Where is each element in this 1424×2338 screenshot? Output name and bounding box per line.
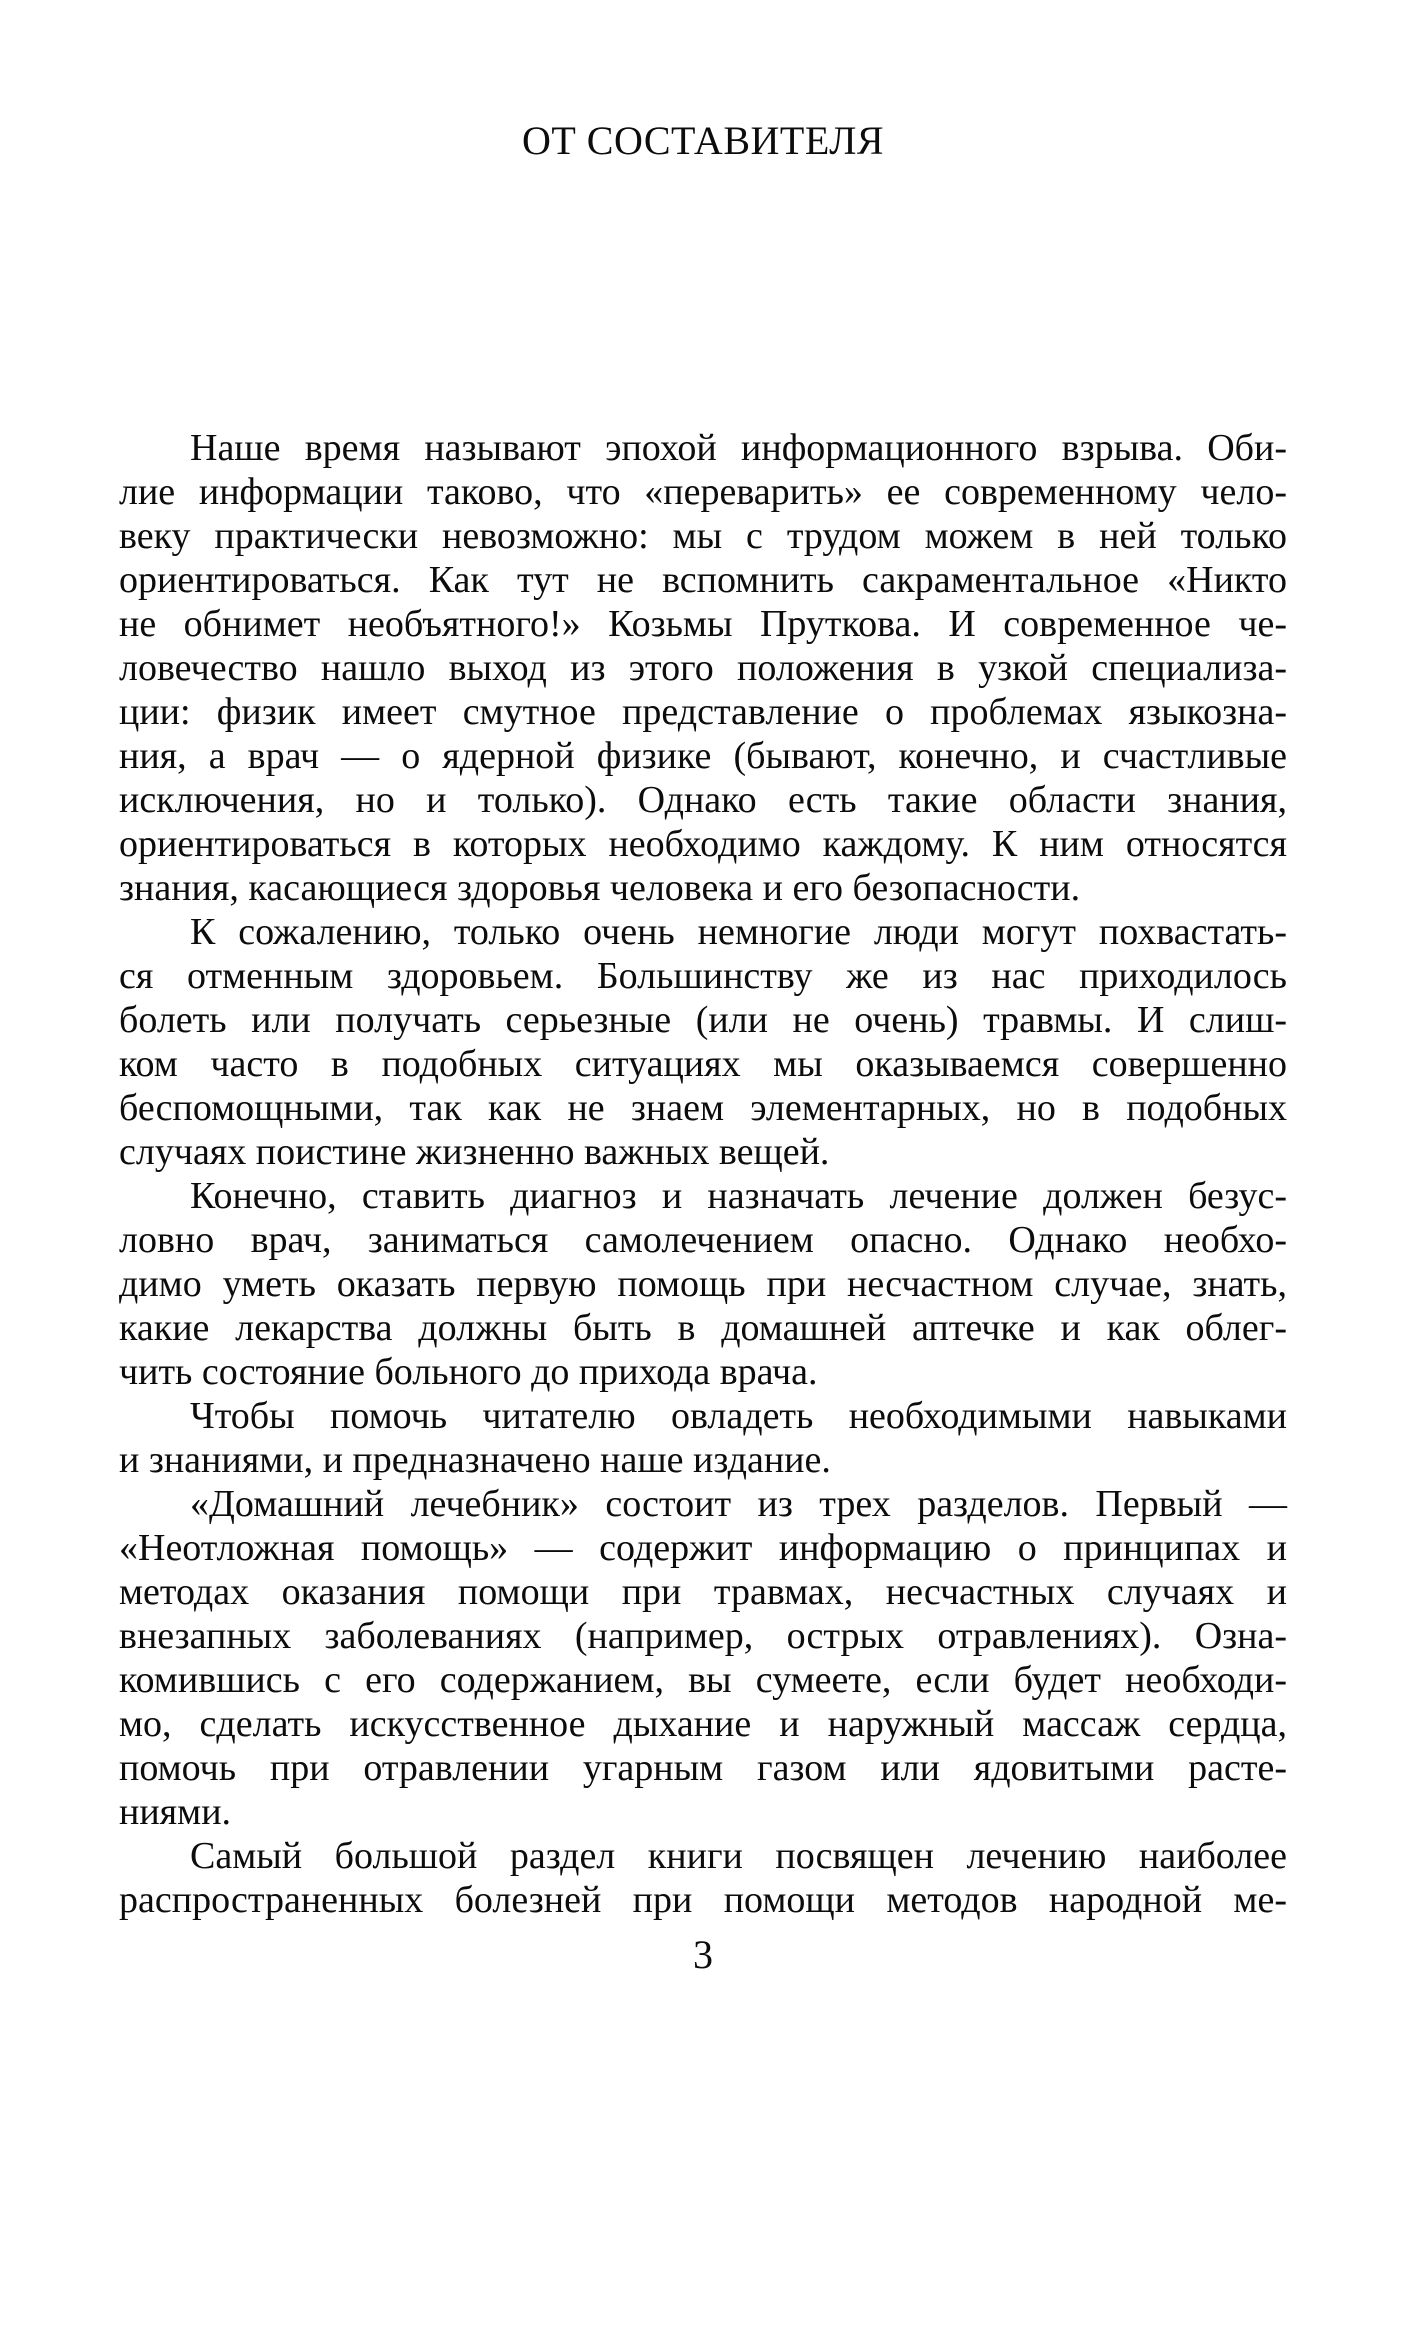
text-line: ловечество нашло выход из этого положения в узкой специализа- [119, 647, 1287, 689]
page-title: ОТ СОСТАВИТЕЛЯ [521, 118, 885, 163]
text-line: ловно врач, заниматься самолечением опасно. Однако необхо- [119, 1219, 1287, 1261]
text-line: методах оказания помощи при травмах, несчастных случаях и [119, 1571, 1287, 1613]
text-line: болеть или получать серьезные (или не очень) травмы. И слиш- [119, 999, 1287, 1041]
text-line: комившись с его содержанием, вы сумеете, если будет необходи- [119, 1659, 1287, 1701]
text-line: К сожалению, только очень немногие люди могут похвастать- [190, 911, 1287, 953]
text-line: «Домашний лечебник» состоит из трех разделов. Первый — [190, 1483, 1287, 1525]
page-number: 3 [693, 1932, 713, 1977]
text-line: Конечно, ставить диагноз и назначать лечение должен безус- [190, 1175, 1287, 1217]
text-line: Самый большой раздел книги посвящен лечению наиболее [190, 1835, 1287, 1877]
text-line: внезапных заболеваниях (например, острых отравлениях). Озна- [119, 1615, 1287, 1657]
text-line: ния, а врач — о ядерной физике (бывают, конечно, и счастливые [119, 735, 1287, 777]
text-line: мо, сделать искусственное дыхание и наружный массаж сердца, [119, 1703, 1287, 1745]
paragraph-5 [119, 1482, 1287, 1834]
text-line: «Неотложная помощь» — содержит информацию о принципах и [119, 1527, 1287, 1569]
text-line: какие лекарства должны быть в домашней аптечке и как облег- [119, 1307, 1287, 1349]
text-line: Наше время называют эпохой информационного взрыва. Оби- [190, 427, 1287, 469]
text-line: веку практически невозможно: мы с трудом можем в ней только [119, 515, 1287, 557]
paragraph-2 [119, 910, 1287, 1174]
text-line: случаях поистине жизненно важных вещей. [119, 1131, 830, 1173]
text-line: знания, касающиеся здоровья человека и его безопасности. [119, 867, 1081, 909]
text-line: не обнимет необъятного!» Козьмы Пруткова. И современное че- [119, 603, 1287, 645]
text-line: ком часто в подобных ситуациях мы оказываемся совершенно [119, 1043, 1287, 1085]
text-body [119, 426, 1287, 1922]
text-line: ниями. [119, 1791, 232, 1833]
text-line: димо уметь оказать первую помощь при несчастном случае, знать, [119, 1263, 1287, 1305]
paragraph-6 [119, 1834, 1287, 1922]
paragraph-1 [119, 426, 1287, 910]
text-line: чить состояние больного до прихода врача. [119, 1351, 818, 1393]
text-line: и знаниями, и предназначено наше издание. [119, 1439, 831, 1481]
text-line: ции: физик имеет смутное представление о проблемах языкозна- [119, 691, 1287, 733]
text-line: распространенных болезней при помощи методов народной ме- [119, 1879, 1287, 1921]
text-line: помочь при отравлении угарным газом или ядовитыми расте- [119, 1747, 1287, 1789]
text-line: ориентироваться. Как тут не вспомнить сакраментальное «Никто [119, 559, 1287, 601]
paragraph-4 [119, 1394, 1287, 1482]
text-line: ся отменным здоровьем. Большинству же из нас приходилось [119, 955, 1287, 997]
paragraph-3 [119, 1174, 1287, 1394]
text-line: исключения, но и только). Однако есть такие области знания, [119, 779, 1287, 821]
text-line: ориентироваться в которых необходимо каждому. К ним относятся [119, 823, 1287, 865]
text-line: Чтобы помочь читателю овладеть необходимыми навыками [190, 1395, 1287, 1437]
text-line: беспомощными, так как не знаем элементарных, но в подобных [119, 1087, 1287, 1129]
text-line: лие информации таково, что «переварить» ее современному чело- [119, 471, 1287, 513]
